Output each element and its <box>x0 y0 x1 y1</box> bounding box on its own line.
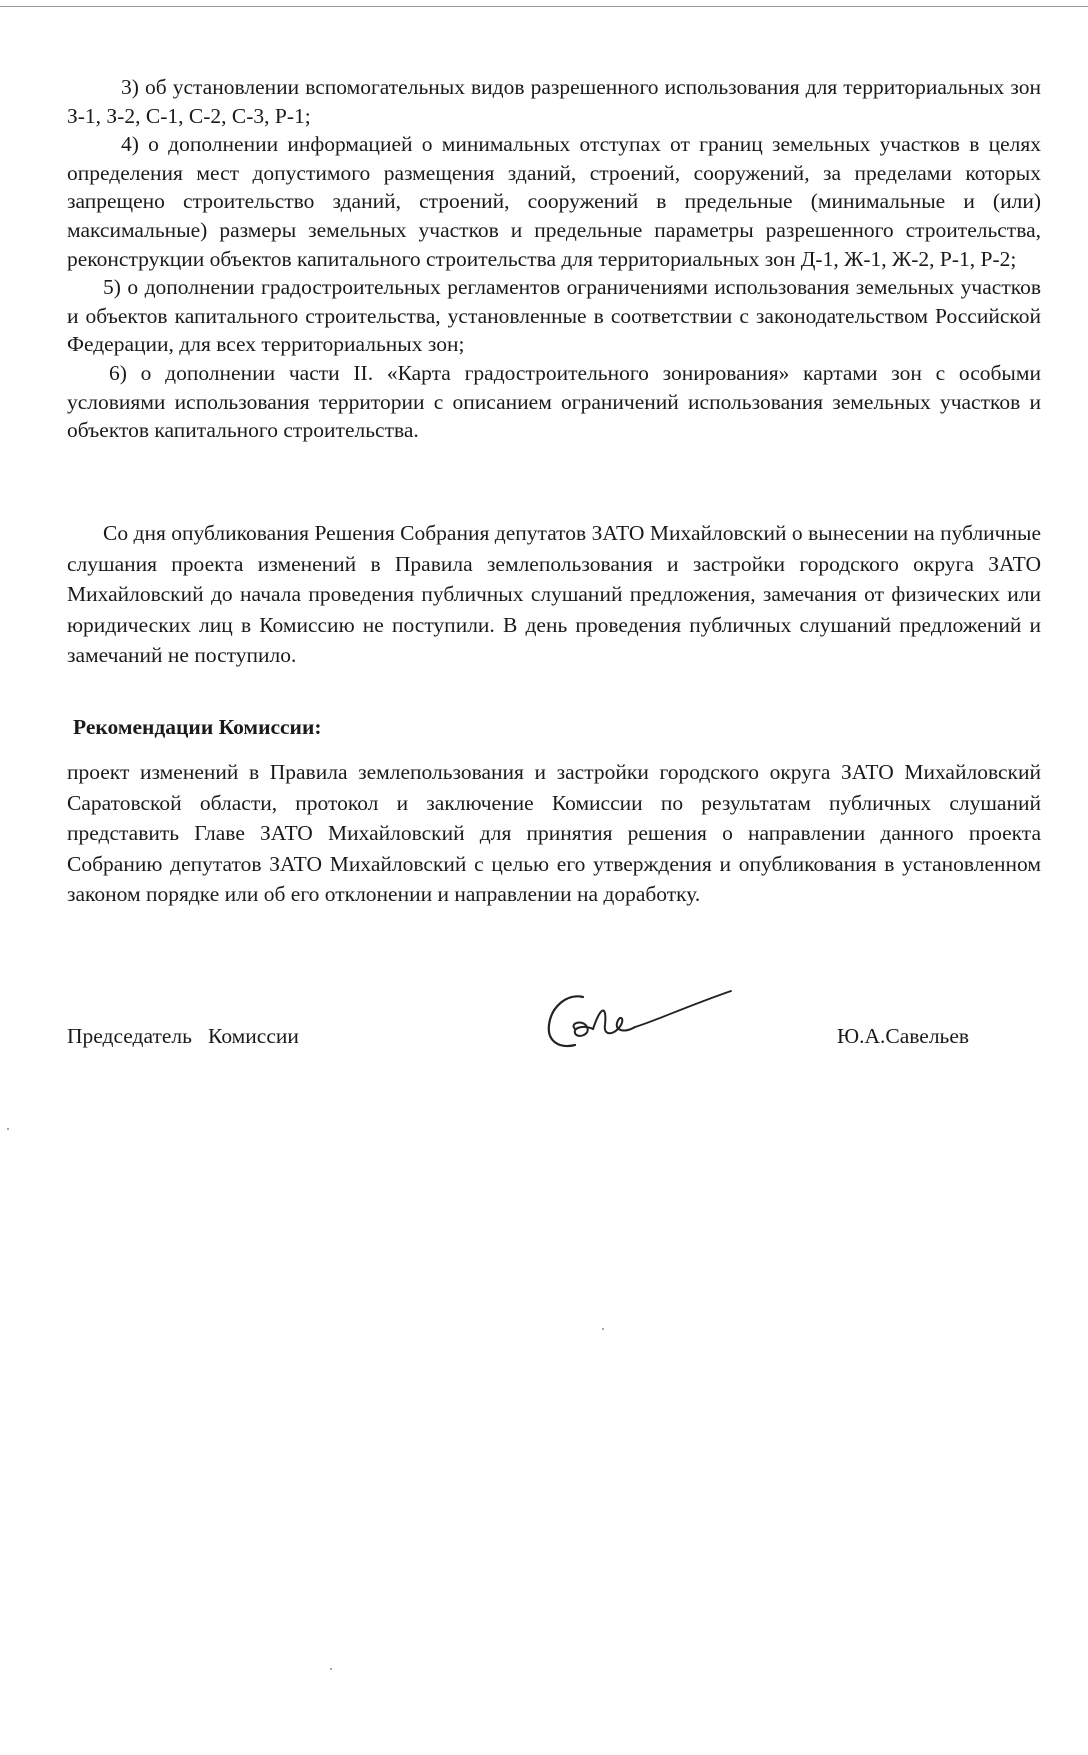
chairman-name: Ю.А.Савельев <box>837 1024 970 1048</box>
list-item-5: 5) о дополнении градостроительных регламентов ограничениями использования земельных участков и объектов капитального строительства, установленные в соответствии с законодательством Российской Федерации, для всех территориальных зон; <box>67 275 1041 357</box>
publication-paragraph: Со дня опубликования Решения Собрания депутатов ЗАТО Михайловский о вынесении на публичные слушания проекта изменений в Правила землепользования и застройки городского округа ЗАТО Михайловский до начала проведения публичных слушаний предложения, замечания от физических или юридических лиц в Комиссию не поступили. В день проведения публичных слушаний предложений и замечаний не поступило. <box>67 521 1041 667</box>
list-item-3: 3) об установлении вспомогательных видов разрешенного использования для территориальных зон З-1, З-2, С-1, С-2, С-3, Р-1; <box>67 75 1041 128</box>
scan-speck <box>330 1668 332 1670</box>
top-edge-rule <box>0 6 1088 7</box>
amendments-list <box>67 73 1041 445</box>
recommendations-text: проект изменений в Правила землепользования и застройки городского округа ЗАТО Михайловский Саратовской области, протокол и заключение Комиссии по результатам публичных слушаний представить Главе ЗАТО Михайловский для принятия решения о направлении данного проекта Собранию депутатов ЗАТО Михайловский с целью его утверждения и опубликования в установленном законом порядке или об его отклонении и направлении на доработку. <box>67 760 1041 906</box>
scan-speck <box>602 1328 604 1330</box>
chairman-title: Председатель Комиссии <box>67 1024 299 1048</box>
list-item-6: 6) о дополнении части II. «Карта градостроительного зонирования» картами зон с особыми условиями использования территории с описанием ограничений использования земельных участков и объектов капитального строительства. <box>67 360 1041 443</box>
recommendations-block <box>67 757 1041 910</box>
publication-paragraph-block <box>67 518 1041 671</box>
list-item-4: 4) о дополнении информацией о минимальных отступах от границ земельных участков в целях определения мест допустимого размещения зданий, строений, сооружений, за пределами которых запрещено строительство зданий, строений, сооружений в предельные (минимальные и (или) максимальные) размеры земельных участков и предельные параметры разрешенного строительства, реконструкции объектов капитального строительства для территориальных зон Д-1, Ж-1, Ж-2, Р-1, Р-2; <box>67 132 1041 271</box>
scan-speck <box>7 1128 9 1130</box>
recommendations-heading: Рекомендации Комиссии: <box>73 715 322 739</box>
handwritten-signature <box>545 985 735 1060</box>
